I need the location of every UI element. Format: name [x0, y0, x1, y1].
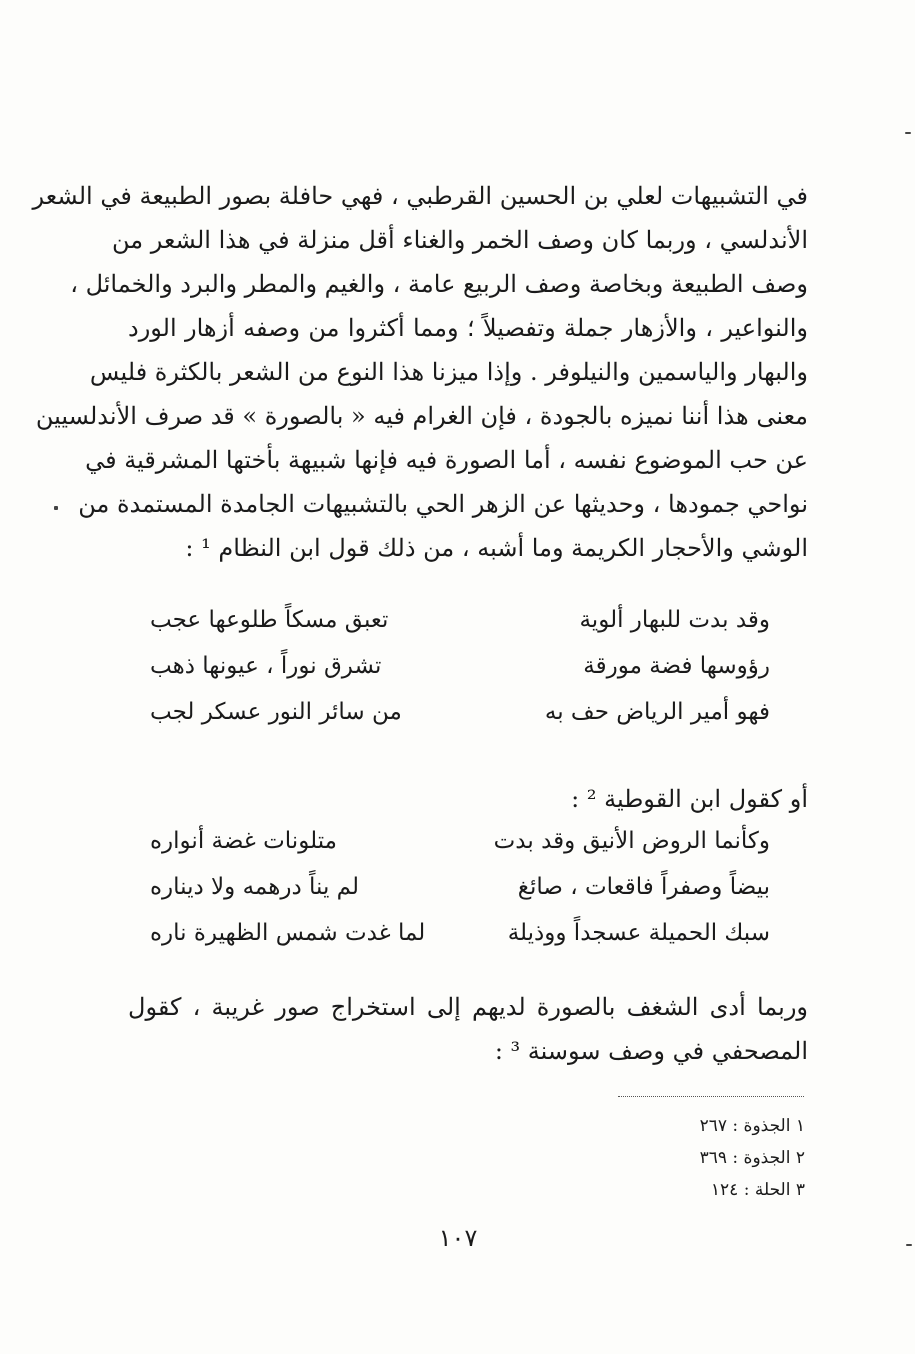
verse-second-hemistich: من سائر النور عسكر لجب [150, 699, 402, 725]
verse-first-hemistich: رؤوسها فضة مورقة [583, 653, 770, 679]
scan-speck [906, 1244, 912, 1246]
footnote: ٢ الجذوة : ٣٦٩ [699, 1148, 805, 1168]
paragraph-body-2 [128, 985, 808, 1073]
page-number: ١٠٧ [438, 1224, 478, 1252]
verse-first-hemistich: بيضاً وصفراً فاقعات ، صائغ [517, 874, 770, 900]
scan-speck [54, 506, 58, 510]
poem-verse [150, 597, 770, 643]
footnote-divider [618, 1096, 804, 1097]
text-line: الأندلسي ، وربما كان وصف الخمر والغناء أقل منزلة في هذا الشعر من [111, 226, 808, 254]
footnote: ١ الجذوة : ٢٦٧ [699, 1116, 805, 1136]
paragraph-body-1 [32, 174, 808, 570]
verse-second-hemistich: متلونات غضة أنواره [150, 828, 337, 854]
text-line: والنواعير ، والأزهار جملة وتفصيلاً ؛ ومما أكثروا من وصفه أزهار الورد [128, 314, 808, 342]
text-line: والبهار والياسمين والنيلوفر . وإذا ميزنا هذا النوع من الشعر بالكثرة فليس [89, 358, 808, 386]
poem-verse [150, 643, 770, 689]
text-line: معنى هذا أننا نميزه بالجودة ، فإن الغرام فيه « بالصورة » قد صرف الأندلسيين [35, 402, 808, 430]
verse-second-hemistich: تعبق مسكاً طلوعها عجب [150, 607, 389, 633]
verse-second-hemistich: لم يناً درهمه ولا ديناره [150, 874, 359, 900]
text-line: أو كقول ابن القوطية ² : [571, 785, 808, 813]
text-line: المصحفي في وصف سوسنة ³ : [494, 1037, 808, 1065]
verse-first-hemistich: وقد بدت للبهار ألوية [579, 607, 770, 633]
verse-first-hemistich: سبك الحميلة عسجداً ووذيلة [507, 920, 770, 946]
footnotes [640, 1110, 805, 1206]
verse-first-hemistich: فهو أمير الرياض حف به [544, 699, 770, 725]
poem-ibn-al-nizam [150, 597, 770, 735]
footnote: ٣ الحلة : ١٢٤ [710, 1180, 805, 1200]
poem-intro [128, 777, 808, 821]
poem-verse [150, 689, 770, 735]
text-line: وصف الطبيعة وبخاصة وصف الربيع عامة ، والغيم والمطر والبرد والخمائل ، [70, 270, 808, 298]
verse-second-hemistich: تشرق نوراً ، عيونها ذهب [150, 653, 382, 679]
text-line: عن حب الموضوع نفسه ، أما الصورة فيه فإنها شبيهة بأختها المشرقية في [85, 446, 808, 474]
text-line: الوشي والأحجار الكريمة وما أشبه ، من ذلك قول ابن النظام ¹ : [185, 534, 808, 562]
scan-speck [905, 132, 911, 134]
poem-verse [150, 864, 770, 910]
text-line: في التشبيهات لعلي بن الحسين القرطبي ، فهي حافلة بصور الطبيعة في الشعر [32, 182, 808, 210]
verse-second-hemistich: لما غدت شمس الظهيرة ناره [150, 920, 426, 946]
poem-verse [150, 818, 770, 864]
poem-verse [150, 910, 770, 956]
verse-first-hemistich: وكأنما الروض الأنيق وقد بدت [493, 828, 770, 854]
text-line: وربما أدى الشغف بالصورة لديهم إلى استخراج صور غريبة ، كقول [128, 993, 808, 1021]
poem-ibn-al-qutiyya [150, 818, 770, 956]
text-line: نواحي جمودها ، وحديثها عن الزهر الحي بالتشبيهات الجامدة المستمدة من [78, 490, 808, 518]
